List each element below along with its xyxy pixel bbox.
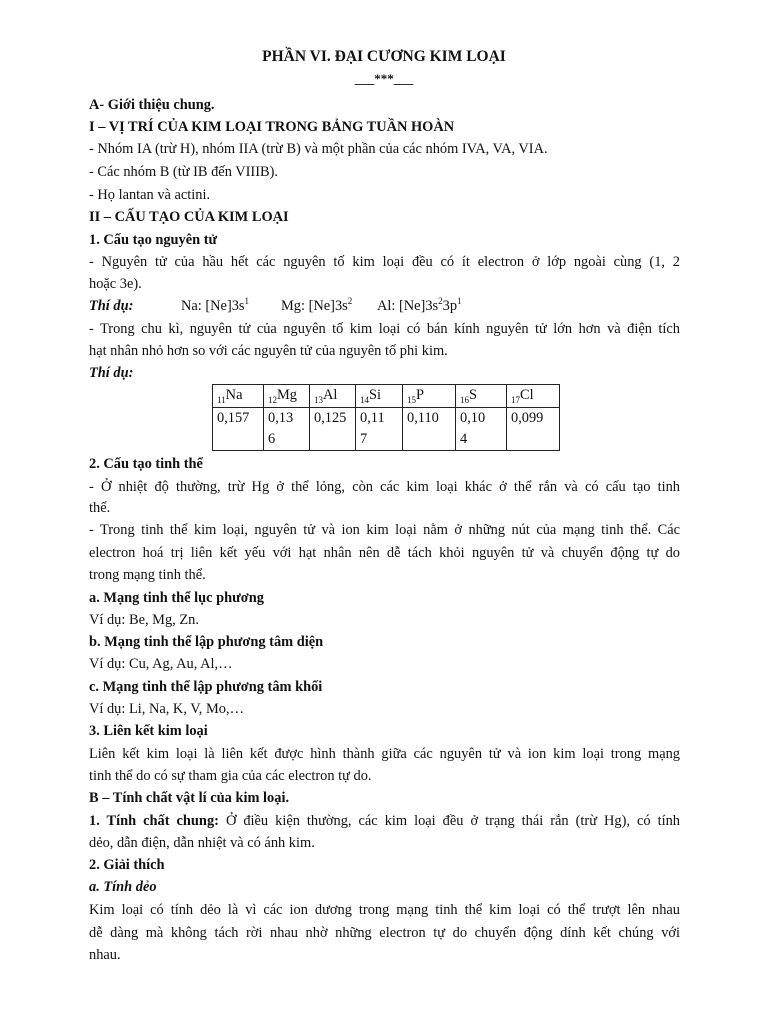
table-cell: $_{16}$S <box>456 385 507 408</box>
table-cell: $_{15}$P <box>403 385 456 408</box>
paragraph-line: dẻo, dẫn điện, dẫn nhiệt và có ánh kim. <box>89 835 315 851</box>
list-item: - Họ lantan và actini. <box>89 187 211 203</box>
table-cell: $_{12}$Mg <box>264 385 310 408</box>
example-line: Ví dụ: Cu, Ag, Au, Al,… <box>89 656 233 672</box>
example-label: Thí dụ: <box>89 365 134 381</box>
subheading-metallic-bond: 3. Liên kết kim loại <box>89 723 208 739</box>
title-separator: ___***___ <box>354 71 414 86</box>
paragraph-line: trong mạng tinh thể. <box>89 567 206 583</box>
table-cell: 0,157 <box>213 408 264 451</box>
table-cell: $_{17}$Cl <box>507 385 560 408</box>
table-cell: 0,110 <box>403 408 456 451</box>
paragraph-line: hạt nhân nhỏ hơn so với các nguyên tử của nguyên tố phi kim. <box>89 343 448 359</box>
heading-position: I – VỊ TRÍ CỦA KIM LOẠI TRONG BẢNG TUẦN HOÀN <box>89 119 455 135</box>
subheading-ductility: a. Tính dẻo <box>89 879 157 895</box>
example-configs <box>89 295 680 317</box>
page-title: PHẦN VI. ĐẠI CƯƠNG KIM LOẠI <box>262 48 506 65</box>
table-cell: 0,10 4 <box>456 408 507 451</box>
paragraph-line: electron hoá trị liên kết yếu với hạt nhân nên dễ tách khỏi nguyên tử và chuyển động tự do <box>89 545 680 561</box>
example-line: Ví dụ: Be, Mg, Zn. <box>89 612 199 628</box>
config-mg: Mg: $[Ne]3s^2$ <box>281 296 353 314</box>
paragraph-line: dễ dàng mà không tách rời nhau nhờ những electron tự do chuyển động dính kết chúng với <box>89 925 680 941</box>
paragraph-line: - Trong chu kì, nguyên tử của nguyên tố kim loại có bán kính nguyên tử lớn hơn và điện tích <box>89 321 680 337</box>
section-b-heading: B – Tính chất vật lí của kim loại. <box>89 790 290 806</box>
paragraph-line: - Nguyên tử của hầu hết các nguyên tố kim loại đều có ít electron ở lớp ngoài cùng (1, 2 <box>89 254 680 270</box>
table-row <box>213 408 560 451</box>
table-cell: $_{11}$Na <box>213 385 264 408</box>
paragraph-line: thể. <box>89 500 111 516</box>
config-al: Al: $[Ne]3s^23p^1$ <box>377 296 462 314</box>
list-item: - Các nhóm B (từ IB đến VIIIB). <box>89 164 278 180</box>
table-cell: 0,125 <box>310 408 356 451</box>
subheading-hexagonal: a. Mạng tinh thể lục phương <box>89 590 264 606</box>
example-label: Thí dụ: <box>89 298 134 314</box>
atomic-radius-table <box>212 384 560 451</box>
paragraph-line: nhau. <box>89 947 121 963</box>
paragraph-line: Liên kết kim loại là liên kết được hình thành giữa các nguyên tử và ion kim loại trong mạng <box>89 746 680 762</box>
paragraph-line: Kim loại có tính dẻo là vì các ion dương trong mạng tinh thể kim loại có thể trượt lên nhau <box>89 902 680 918</box>
general-properties-label: 1. Tính chất chung: <box>89 813 219 829</box>
heading-structure: II – CẤU TẠO CỦA KIM LOẠI <box>89 209 289 225</box>
subheading-explanation: 2. Giải thích <box>89 857 165 873</box>
table-cell: 0,13 6 <box>264 408 310 451</box>
paragraph-line: 1. Tính chất chung: Ở điều kiện thường, các kim loại đều ở trạng thái rắn (trừ Hg), có tính <box>89 813 680 829</box>
subheading-crystal: 2. Cấu tạo tinh thể <box>89 456 203 472</box>
subheading-fcc: b. Mạng tinh thể lập phương tâm diện <box>89 634 324 650</box>
paragraph-line: - Trong tinh thể kim loại, nguyên tử và ion kim loại nằm ở những nút của mạng tinh thể. Các <box>89 522 680 538</box>
config-na: Na: $[Ne]3s^1$ <box>181 296 250 314</box>
table-cell: $_{13}$Al <box>310 385 356 408</box>
subheading-bcc: c. Mạng tinh thể lập phương tâm khối <box>89 679 323 695</box>
table-cell: 0,11 7 <box>356 408 403 451</box>
paragraph-line: - Ở nhiệt độ thường, trừ Hg ở thể lỏng, còn các kim loại khác ở thể rắn và có cấu tạo tinh <box>89 479 680 495</box>
table-cell: 0,099 <box>507 408 560 451</box>
table-header-row <box>213 385 560 408</box>
table-cell: $_{14}$Si <box>356 385 403 408</box>
paragraph-line: tinh thể do có sự tham gia của các electron tự do. <box>89 768 372 784</box>
example-line: Ví dụ: Li, Na, K, V, Mo,… <box>89 701 244 717</box>
list-item: - Nhóm IA (trừ H), nhóm IIA (trừ B) và một phần của các nhóm IVA, VA, VIA. <box>89 141 548 157</box>
section-a-heading: A- Giới thiệu chung. <box>89 97 215 113</box>
paragraph-line: hoặc 3e). <box>89 276 142 292</box>
subheading-atom: 1. Cấu tạo nguyên tử <box>89 232 218 248</box>
